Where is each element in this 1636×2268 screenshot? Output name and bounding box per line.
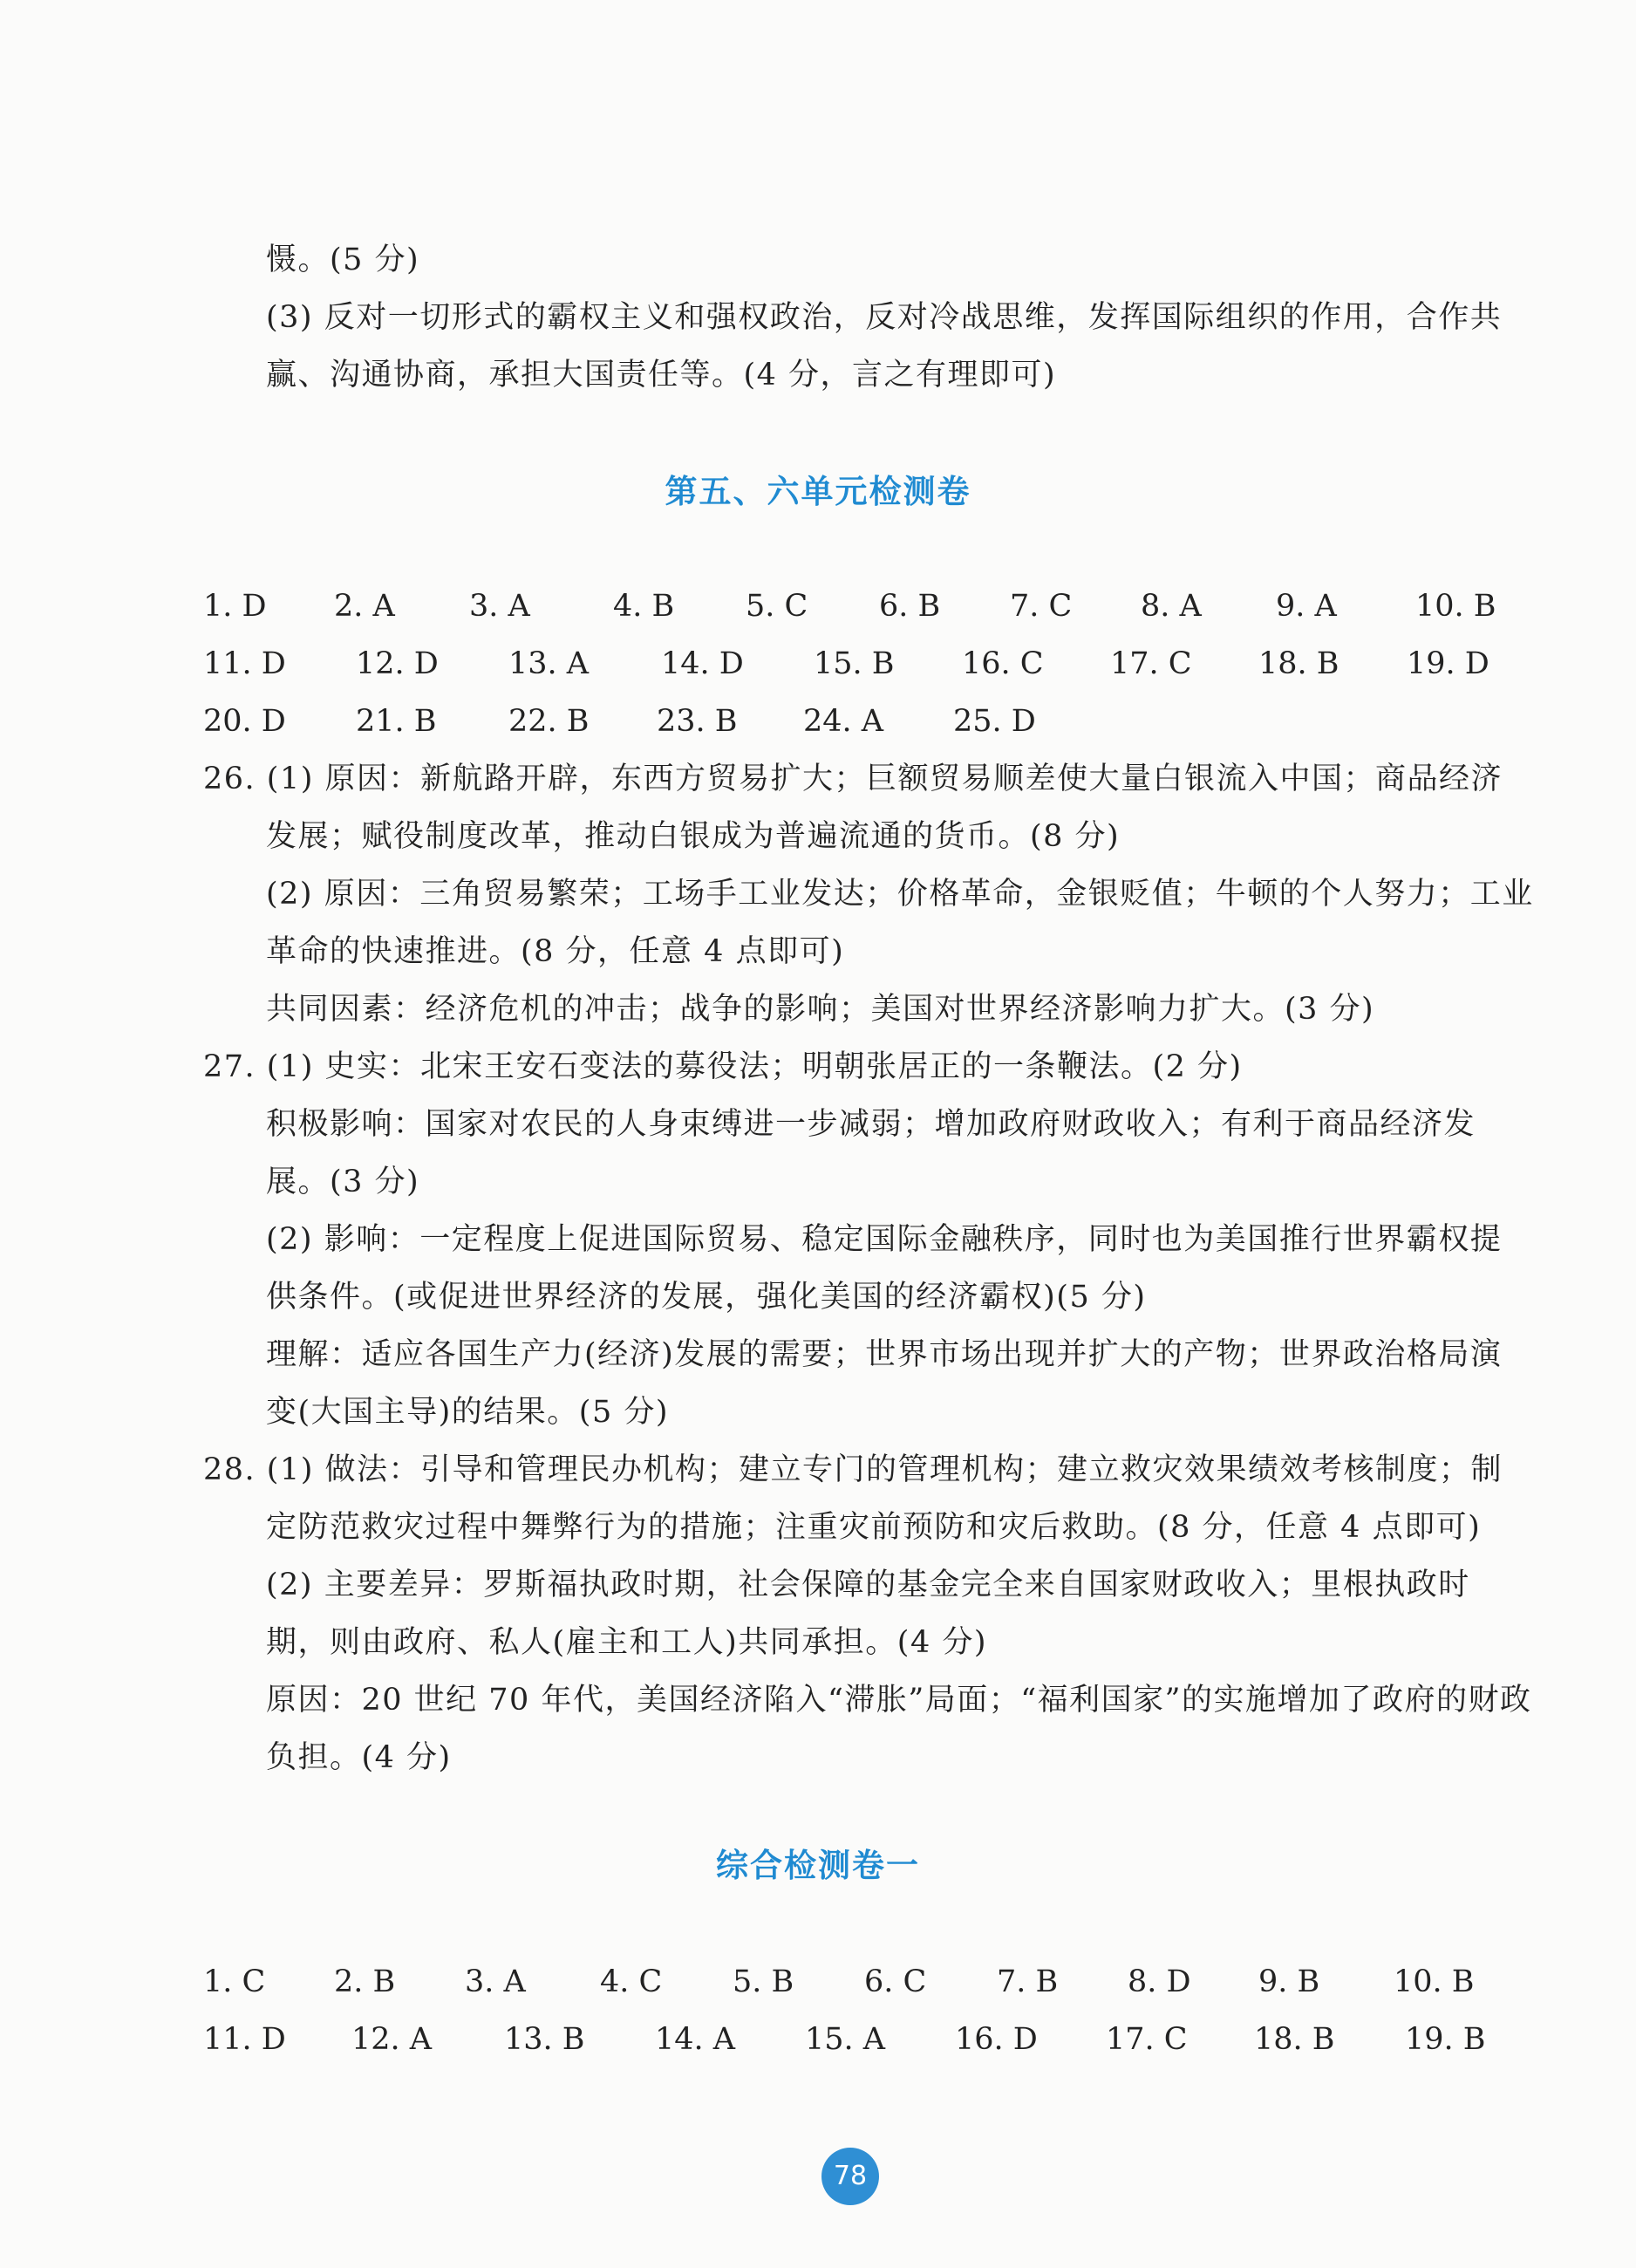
text-line: 原因：20 世纪 70 年代，美国经济陷入“滞胀”局面；“福利国家”的实施增加了政府的财政	[266, 1683, 1532, 1718]
answer-item: 3. A	[465, 1964, 526, 1999]
text-line: 期，则由政府、私人(雇主和工人)共同承担。(4 分)	[266, 1625, 988, 1660]
answer-item: 5. C	[746, 589, 808, 624]
answer-item: 16. D	[955, 2022, 1038, 2057]
answer-item: 2. B	[334, 1964, 396, 1999]
text-line: 变(大国主导)的结果。(5 分)	[266, 1395, 670, 1430]
answer-item: 7. C	[1010, 589, 1073, 624]
question-26-line: 26. (1) 原因：新航路开辟，东西方贸易扩大；巨额贸易顺差使大量白银流入中国；商品经济	[203, 762, 1503, 796]
section-title: 综合检测卷一	[716, 1847, 920, 1884]
answer-item: 18. B	[1258, 646, 1339, 681]
answer-item: 15. B	[814, 646, 895, 681]
answer-item: 14. A	[655, 2022, 736, 2057]
answer-row	[203, 1963, 1511, 2001]
answer-item: 8. A	[1141, 589, 1202, 624]
question-27-line: 27. (1) 史实：北宋王安石变法的募役法；明朝张居正的一条鞭法。(2 分)	[203, 1049, 1243, 1084]
text-line: 慑。(5 分)	[266, 243, 420, 277]
text-line: 定防范救灾过程中舞弊行为的措施；注重灾前预防和灾后救助。(8 分，任意 4 点即可)	[266, 1510, 1482, 1545]
text-line: (2) 原因：三角贸易繁荣；工场手工业发达；价格革命，金银贬值；牛顿的个人努力；工业	[266, 877, 1534, 912]
answer-item: 1. C	[203, 1964, 266, 1999]
answer-item: 4. C	[600, 1964, 663, 1999]
answer-item: 12. A	[351, 2022, 433, 2057]
answer-row	[203, 587, 1511, 625]
answer-item: 2. A	[334, 589, 395, 624]
page-number-badge: 78	[821, 2148, 879, 2205]
answer-item: 25. D	[953, 704, 1036, 739]
answer-item: 18. B	[1254, 2022, 1335, 2057]
answer-item: 13. A	[508, 646, 590, 681]
text-line: 发展；赋役制度改革，推动白银成为普遍流通的货币。(8 分)	[266, 819, 1121, 854]
answer-item: 16. C	[962, 646, 1044, 681]
text-line: 革命的快速推进。(8 分，任意 4 点即可)	[266, 934, 845, 969]
answer-item: 14. D	[661, 646, 744, 681]
answer-item: 10. B	[1415, 589, 1496, 624]
text-line: 积极影响：国家对农民的人身束缚进一步减弱；增加政府财政收入；有利于商品经济发	[266, 1107, 1476, 1142]
answer-item: 20. D	[203, 704, 286, 739]
answer-item: 19. D	[1407, 646, 1489, 681]
text-line: 展。(3 分)	[266, 1165, 420, 1199]
answer-row	[203, 645, 1511, 683]
answer-item: 8. D	[1128, 1964, 1191, 1999]
question-28-line: 28. (1) 做法：引导和管理民办机构；建立专门的管理机构；建立救灾效果绩效考核制度；制	[203, 1452, 1503, 1487]
section-title: 第五、六单元检测卷	[665, 473, 971, 510]
answer-item: 11. D	[203, 646, 286, 681]
answer-item: 22. B	[508, 704, 590, 739]
text-line: 理解：适应各国生产力(经济)发展的需要；世界市场出现并扩大的产物；世界政治格局演	[266, 1337, 1503, 1372]
answer-item: 15. A	[805, 2022, 886, 2057]
answer-item: 5. B	[733, 1964, 794, 1999]
answer-item: 19. B	[1405, 2022, 1486, 2057]
answer-item: 13. B	[504, 2022, 585, 2057]
answer-item: 7. B	[997, 1964, 1059, 1999]
answer-item: 4. B	[613, 589, 675, 624]
answer-item: 3. A	[469, 589, 530, 624]
text-line: (2) 影响：一定程度上促进国际贸易、稳定国际金融秩序，同时也为美国推行世界霸权提	[266, 1222, 1503, 1257]
answer-item: 21. B	[356, 704, 437, 739]
text-line: (2) 主要差异：罗斯福执政时期，社会保障的基金完全来自国家财政收入；里根执政时	[266, 1568, 1470, 1602]
answer-item: 9. A	[1276, 589, 1337, 624]
answer-item: 17. C	[1110, 646, 1192, 681]
text-line: 负担。(4 分)	[266, 1740, 452, 1775]
answer-item: 1. D	[203, 589, 267, 624]
answer-item: 9. B	[1258, 1964, 1320, 1999]
text-line: 共同因素：经济危机的冲击；战争的影响；美国对世界经济影响力扩大。(3 分)	[266, 992, 1375, 1027]
answer-item: 24. A	[803, 704, 884, 739]
answer-item: 6. C	[864, 1964, 927, 1999]
answer-item: 6. B	[879, 589, 941, 624]
text-line: 赢、沟通协商，承担大国责任等。(4 分，言之有理即可)	[266, 358, 1057, 393]
text-line: (3) 反对一切形式的霸权主义和强权政治，反对冷战思维，发挥国际组织的作用，合作共	[266, 300, 1503, 335]
answer-item: 23. B	[657, 704, 738, 739]
answer-item: 11. D	[203, 2022, 286, 2057]
answer-row	[203, 2020, 1511, 2059]
answer-item: 10. B	[1394, 1964, 1475, 1999]
text-line: 供条件。(或促进世界经济的发展，强化美国的经济霸权)(5 分)	[266, 1280, 1147, 1315]
answer-item: 17. C	[1106, 2022, 1188, 2057]
answer-item: 12. D	[356, 646, 439, 681]
answer-row	[203, 702, 1511, 741]
